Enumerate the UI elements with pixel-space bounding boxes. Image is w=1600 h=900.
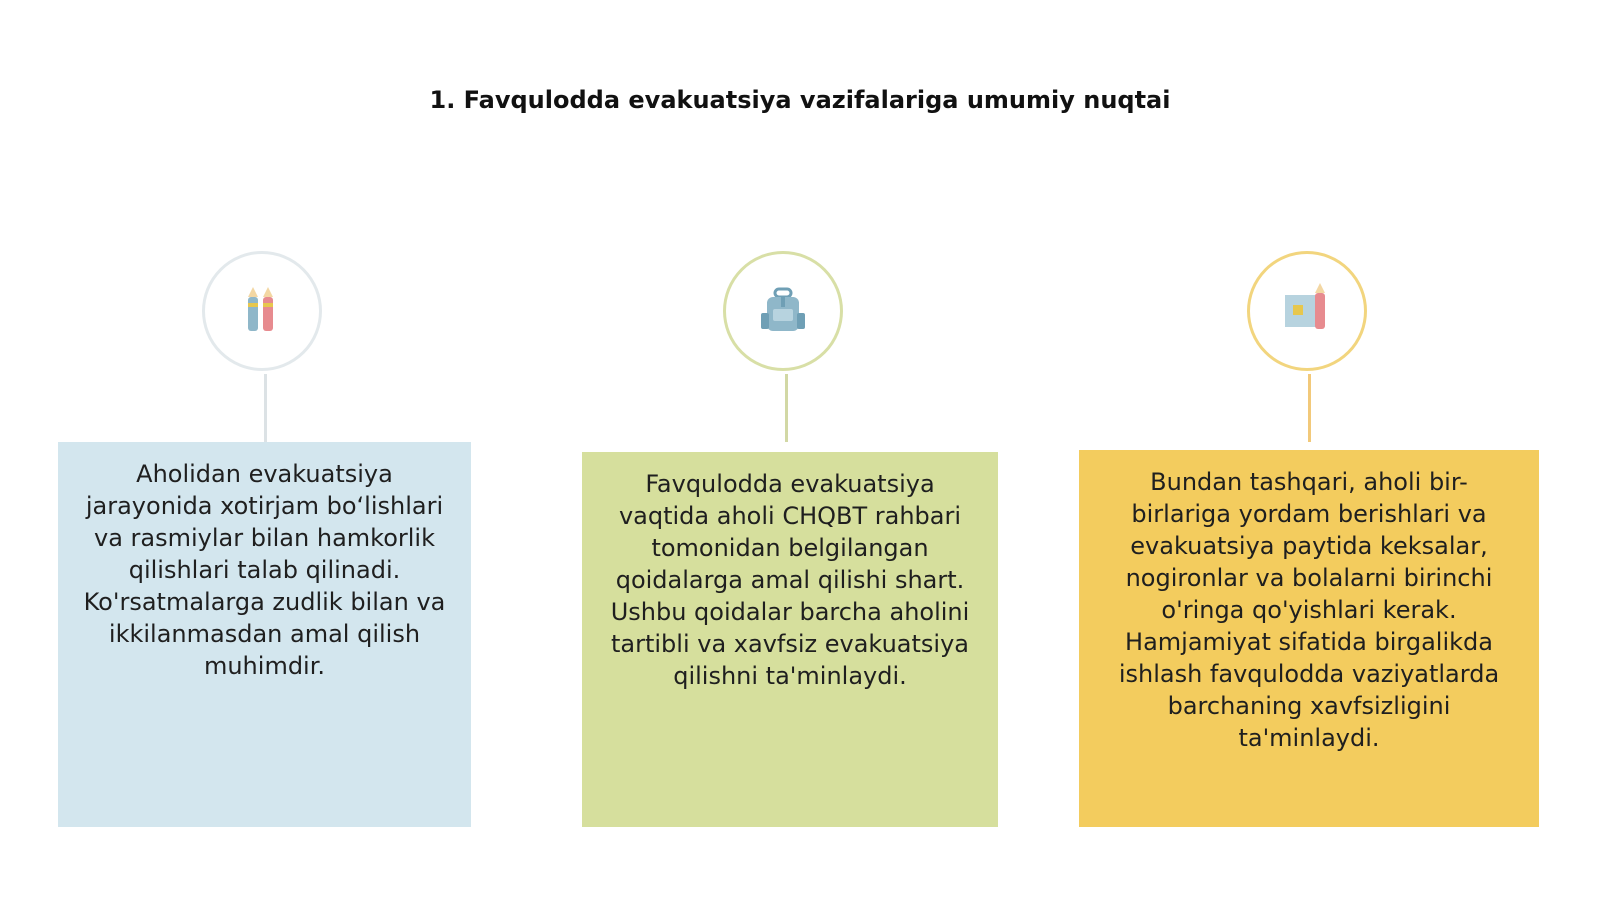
connector-line xyxy=(785,374,788,442)
card-text: Favqulodda evakuatsiya vaqtida aholi CHQBT rahbari tomonidan belgilangan qoidalarga amal qilishi shart. Ushbu qoidalar barcha aholini tartibli va xavfsiz evakuatsiya qilishni ta'minlaydi. xyxy=(610,470,970,690)
card-rules xyxy=(582,452,998,827)
connector-line xyxy=(1308,374,1311,442)
backpack-icon xyxy=(723,251,843,371)
slide-title: 1. Favqulodda evakuatsiya vazifalariga umumiy nuqtai xyxy=(429,86,1171,114)
card-text: Bundan tashqari, aholi bir-birlariga yordam berishlari va evakuatsiya paytida keksalar, nogironlar va bolalarni birinchi o'ringa qo'yishlari kerak. Hamjamiyat sifatida birgalikda ishlash favqulodda vaziyatlarda barchaning xavfsizligini ta'minlaydi. xyxy=(1118,468,1500,752)
connector-line xyxy=(264,374,267,442)
card-text: Aholidan evakuatsiya jarayonida xotirjam bo‘lishlari va rasmiylar bilan hamkorlik qilishlari talab qilinadi. Ko'rsatmalarga zudlik bilan va ikkilanmasdan amal qilish muhimdir. xyxy=(83,460,446,680)
pencils-icon xyxy=(202,251,322,371)
map-marker-icon xyxy=(1247,251,1367,371)
card-community xyxy=(1079,450,1539,827)
card-calmness xyxy=(58,442,471,827)
